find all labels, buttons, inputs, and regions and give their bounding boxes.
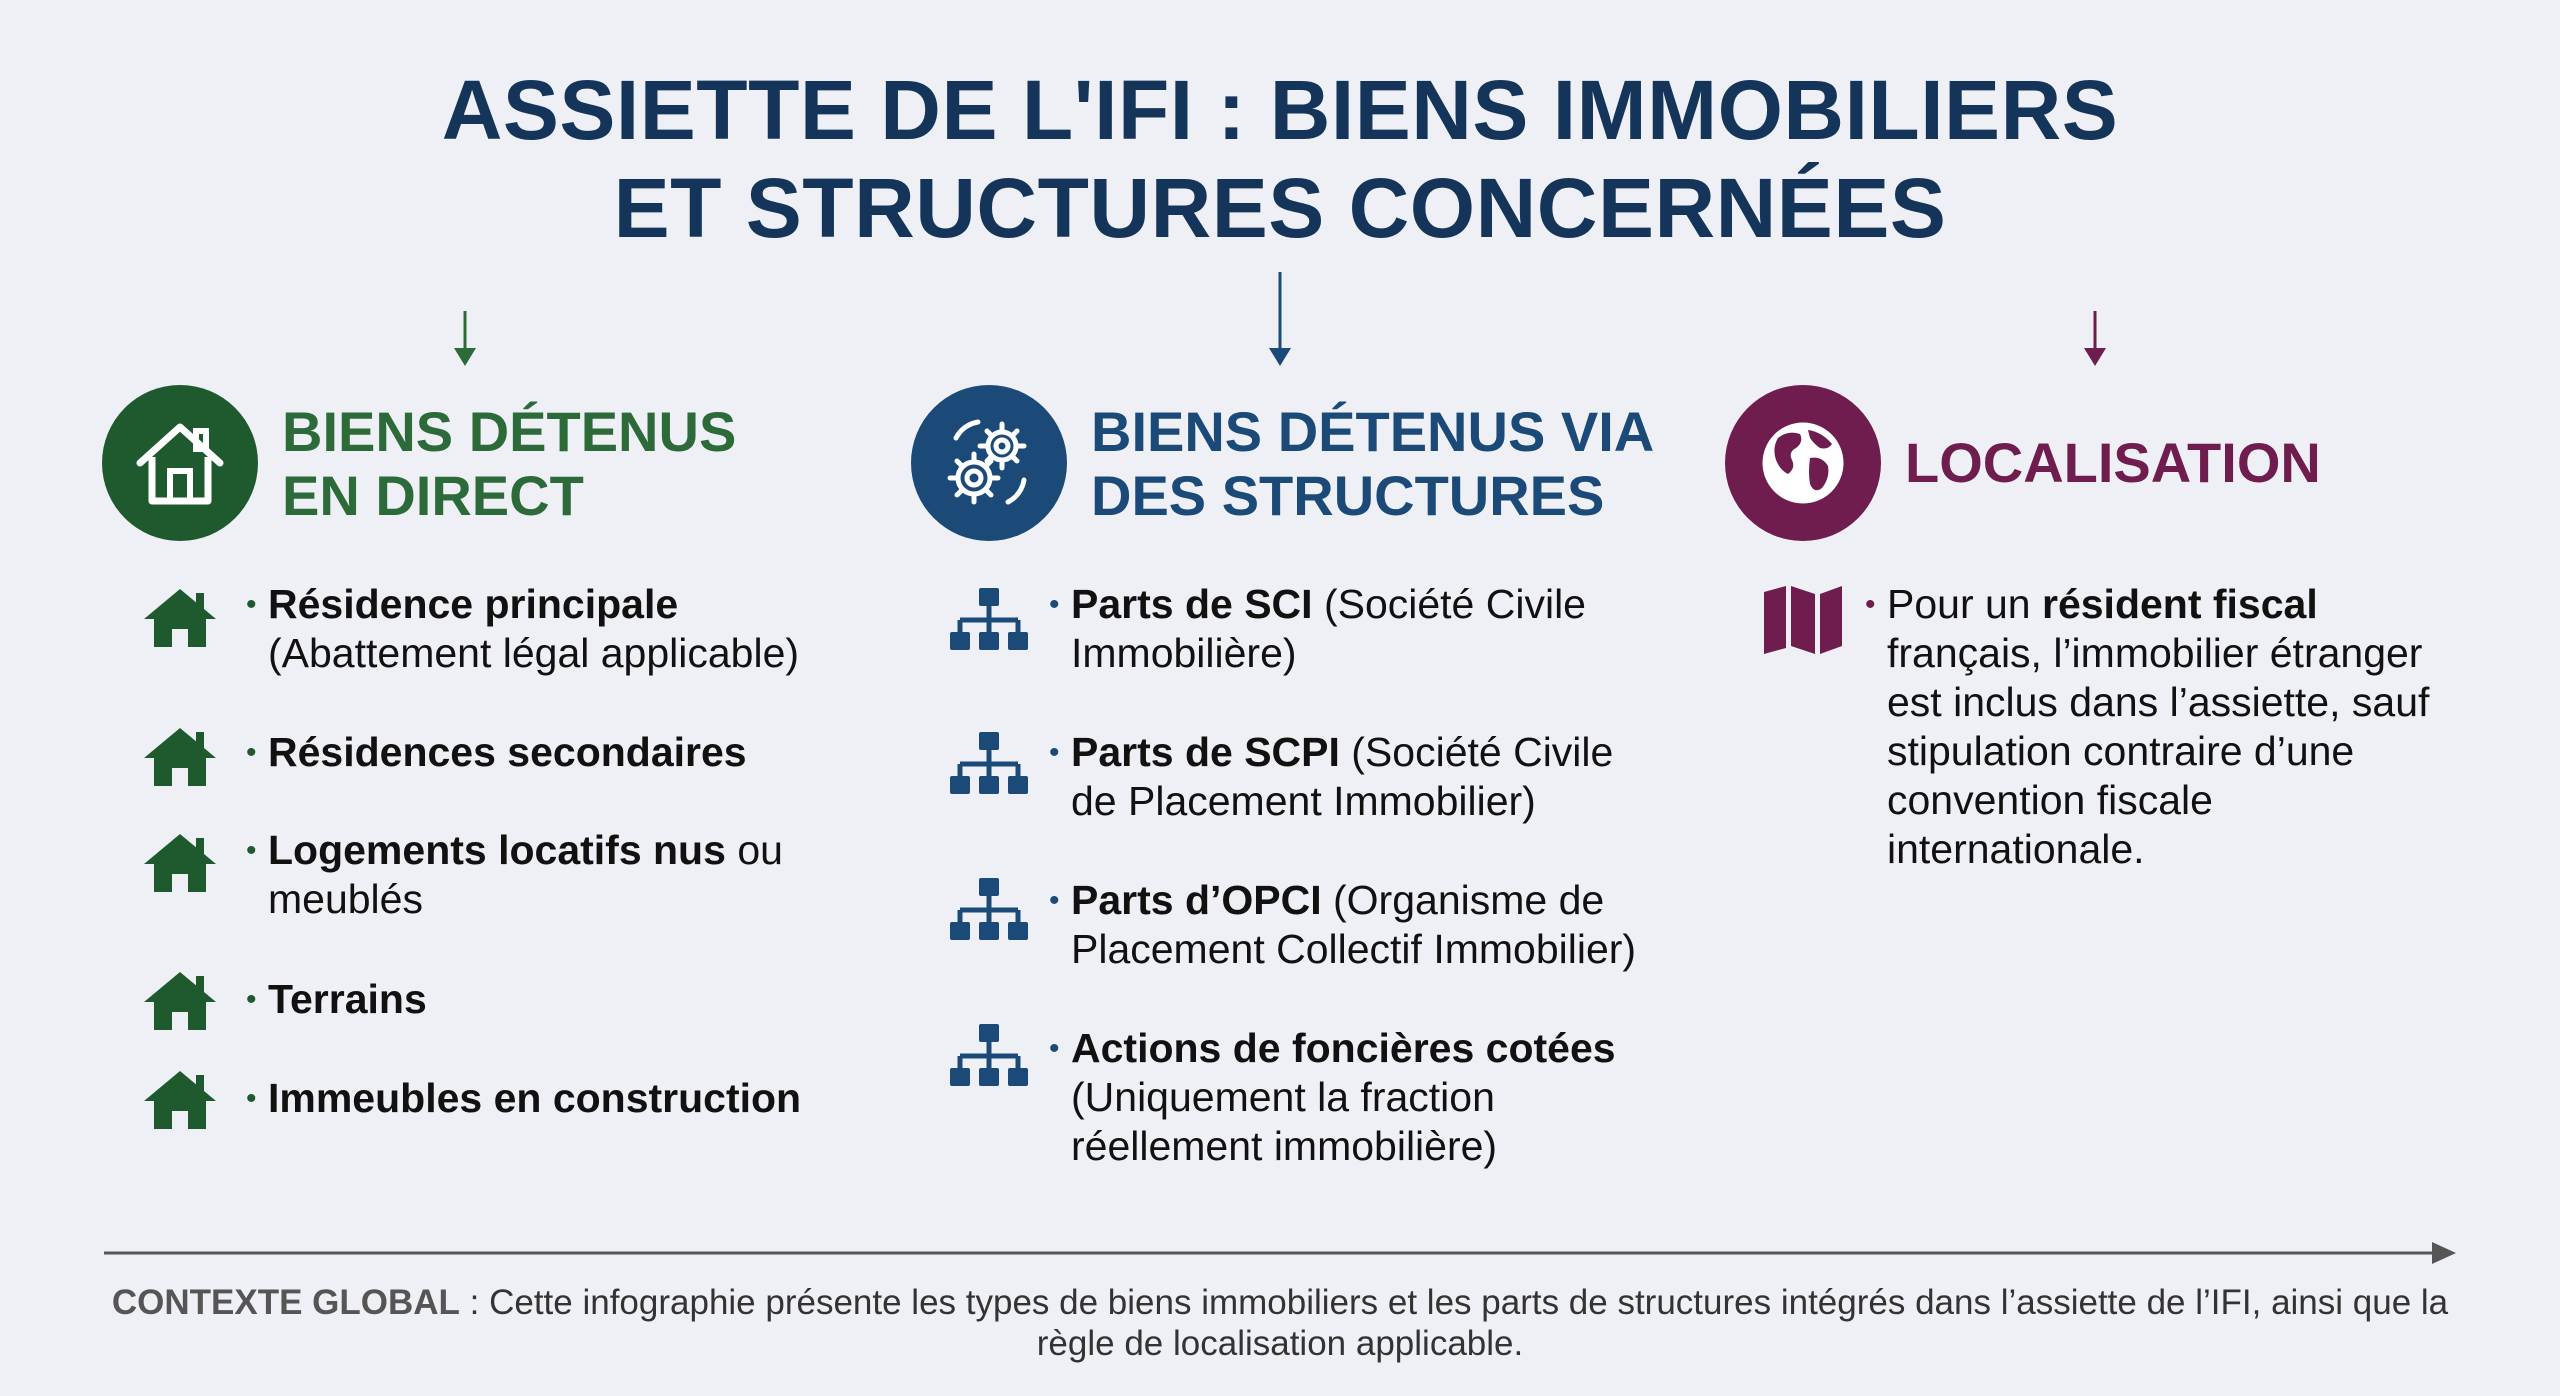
column-structures-heading [1091, 400, 1654, 528]
list-item-detail: (Société Civile de Placement Immobilier) [1071, 729, 1614, 824]
list-item-bold: Résidences secondaires [268, 729, 747, 775]
footer-label: CONTEXTE GLOBAL [111, 1283, 460, 1322]
arrow-left [454, 348, 476, 366]
footer-arrow-head [2432, 1242, 2456, 1264]
gears-icon [934, 408, 1044, 518]
list-item-bold: Actions de foncières cotées [1071, 1025, 1616, 1071]
column-localisation-heading-line-1: LOCALISATION [1905, 431, 2321, 494]
list-item: • Terrains [246, 976, 427, 1022]
list-item-detail: (Uniquement la fraction réellement immobilière) [1071, 1074, 1498, 1169]
list-item: • Logements locatifs nus ou meublés [246, 827, 783, 922]
house-icon [130, 413, 230, 513]
globe-icon [1748, 408, 1858, 518]
list-item-intro: Pour un [1887, 581, 2042, 627]
column-localisation-icon-circle [1725, 385, 1881, 541]
org-chart-icon [948, 1022, 1030, 1092]
list-item: • Parts de SCI (Société Civile Immobilière) [1049, 581, 1586, 676]
list-item: • Parts d’OPCI (Organisme de Placement Collectif Immobilier) [1049, 877, 1637, 972]
column-structures-heading-line-2: DES STRUCTURES [1091, 464, 1605, 527]
house-icon [140, 1067, 220, 1133]
column-direct-heading-line-1: BIENS DÉTENUS [282, 400, 737, 463]
org-chart-icon [948, 730, 1030, 800]
list-item-detail: français, l’immobilier étranger est inclus dans l’assiette, sauf stipulation contraire d’une convention fiscale internationale. [1887, 630, 2430, 872]
list-item-detail: (Abattement légal applicable) [268, 630, 800, 676]
column-structures-heading-line-1: BIENS DÉTENUS VIA [1091, 400, 1655, 463]
footer-context [80, 1282, 2480, 1364]
list-item: • Immeubles en construction [246, 1075, 802, 1121]
footer-text: : Cette infographie présente les types de biens immobiliers et les parts de structures intégrés dans l’assiette de l’IFI, ainsi que la règle de localisation applicable. [459, 1283, 2449, 1363]
house-icon [140, 724, 220, 790]
list-item-bold: Parts de SCPI [1071, 729, 1340, 775]
list-item-bold: Logements locatifs nus [268, 827, 726, 873]
list-item-bold: Immeubles en construction [268, 1075, 802, 1121]
column-direct-icon-circle [102, 385, 258, 541]
list-item: • Résidences secondaires [246, 729, 747, 775]
list-item-detail: (Société Civile Immobilière) [1071, 581, 1586, 676]
map-icon [1762, 584, 1844, 654]
list-item-bold: Terrains [268, 976, 427, 1022]
page-title-line-2: ET STRUCTURES CONCERNÉES [613, 161, 1947, 255]
list-item-bold: Parts d’OPCI [1071, 877, 1322, 923]
list-item-bold: résident fiscal [2042, 581, 2318, 627]
arrow-right [2084, 348, 2106, 366]
list-item-bold: Parts de SCI [1071, 581, 1313, 627]
list-item: • Pour un résident fiscal français, l’immobilier étranger est inclus dans l’assiette, sauf stipulation contraire d’une convention fiscale internationale. [1865, 581, 2430, 872]
list-item: • Actions de foncières cotées (Uniquement la fraction réellement immobilière) [1049, 1025, 1616, 1169]
list-item: • Résidence principale (Abattement légal applicable) [246, 581, 800, 676]
column-direct-heading-line-2: EN DIRECT [282, 464, 584, 527]
column-structures-icon-circle [911, 385, 1067, 541]
org-chart-icon [948, 876, 1030, 946]
column-localisation-heading [1905, 431, 2321, 495]
list-item-detail: (Organisme de Placement Collectif Immobilier) [1071, 877, 1637, 972]
house-icon [140, 968, 220, 1034]
list-item-bold: Résidence principale [268, 581, 679, 627]
house-icon [140, 585, 220, 651]
page-title-line-1: ASSIETTE DE L'IFI : BIENS IMMOBILIERS [441, 63, 2119, 157]
org-chart-icon [948, 586, 1030, 656]
list-item-detail: ou meublés [268, 827, 783, 922]
arrow-center [1269, 348, 1291, 366]
house-icon [140, 830, 220, 896]
column-direct-heading [282, 400, 736, 528]
list-item: • Parts de SCPI (Société Civile de Placement Immobilier) [1049, 729, 1614, 824]
